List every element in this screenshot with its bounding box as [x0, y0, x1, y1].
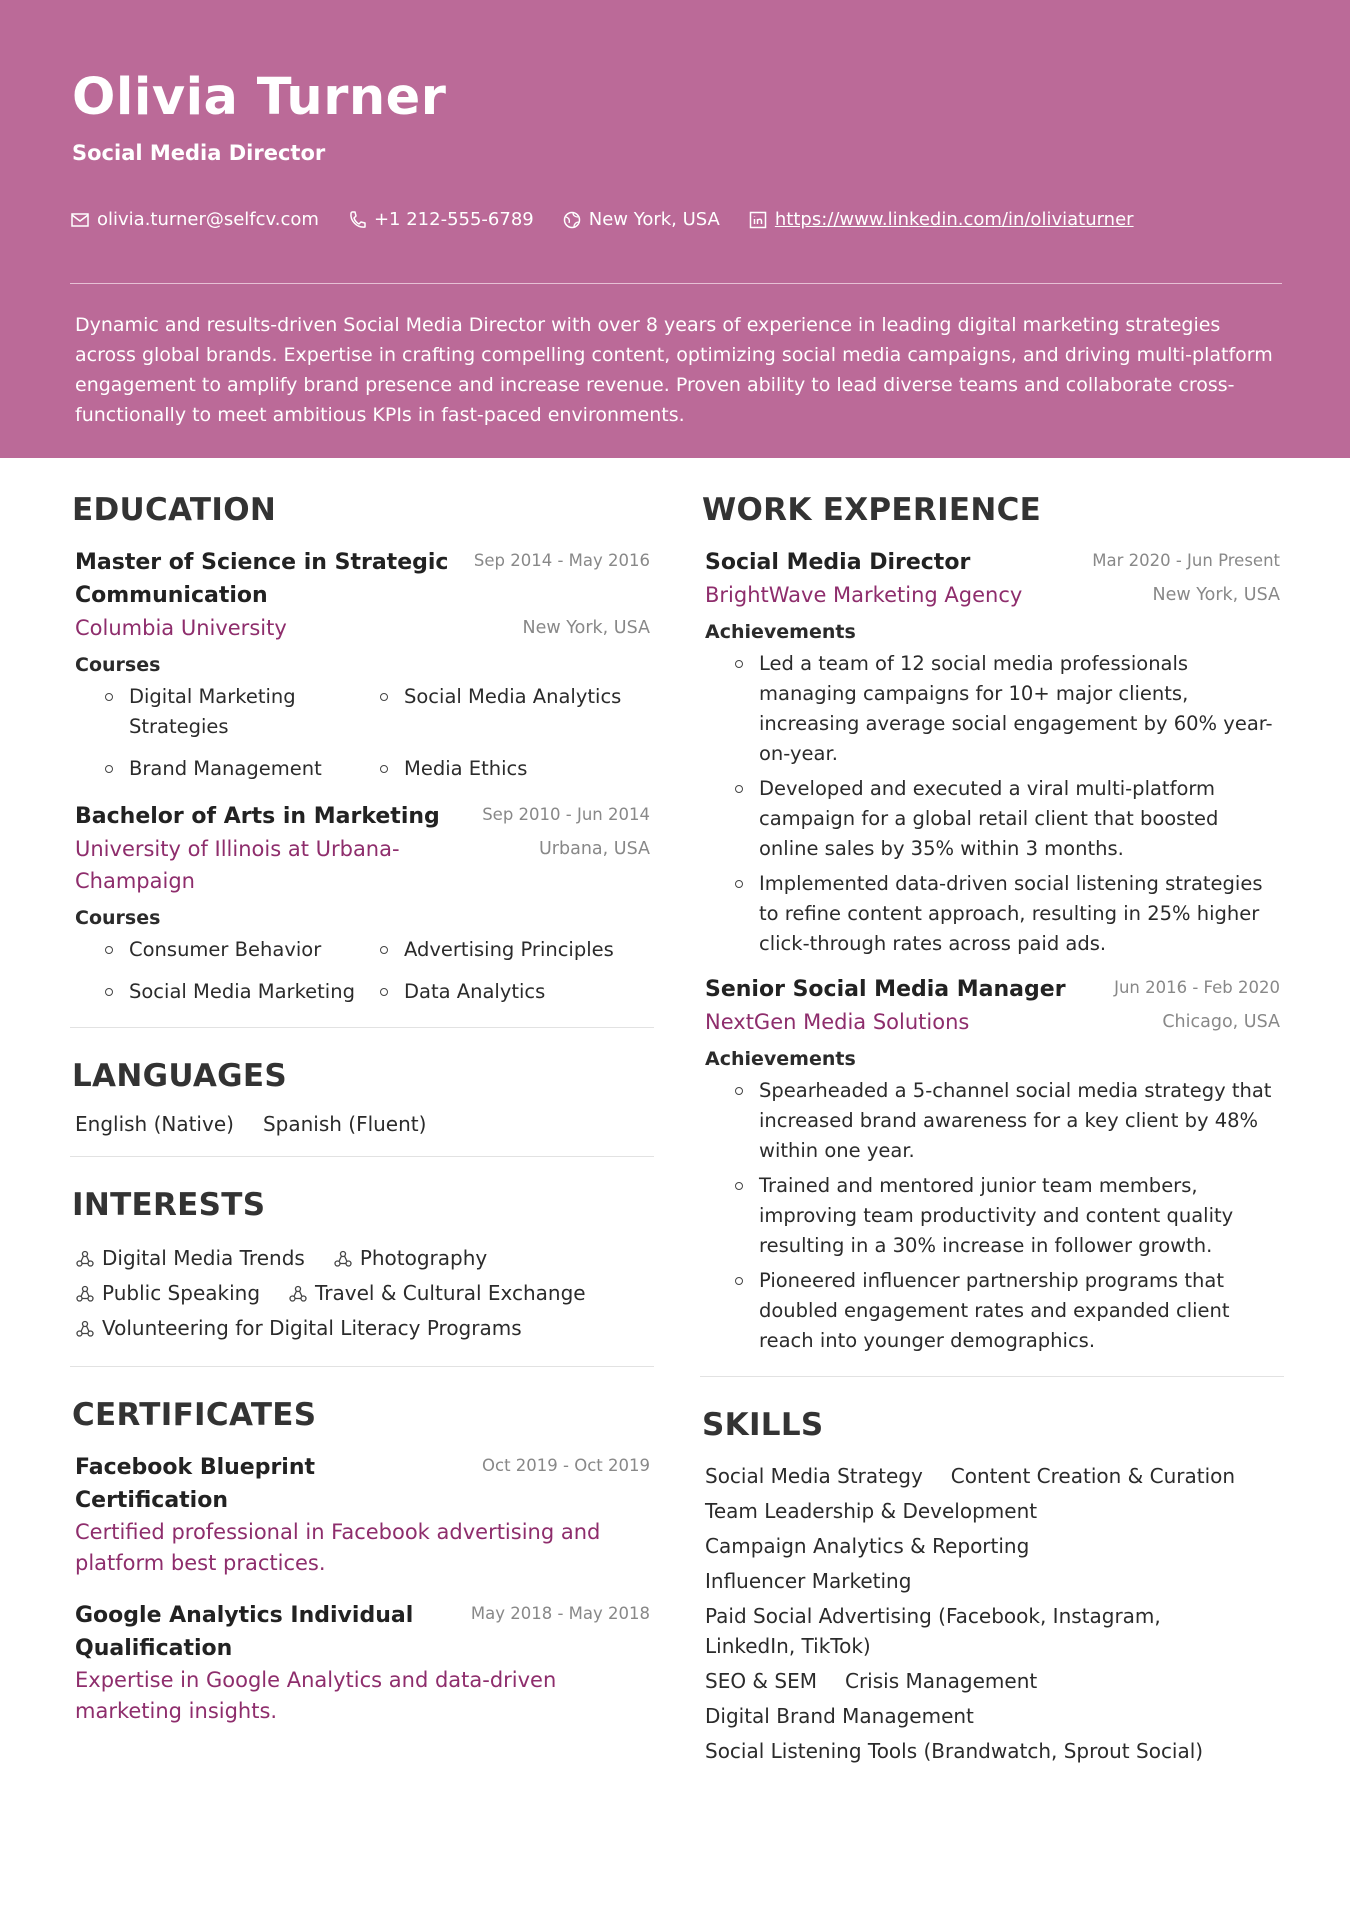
course-item: Advertising Principles [380, 935, 655, 965]
achievement-item: Implemented data-driven social listening strategies to refine content approach, resulting in 25% higher click-through rates across paid ads. [735, 869, 1282, 959]
job-role: Senior Social Media Manager [705, 977, 1066, 1002]
resume-header [0, 0, 1350, 458]
skills-title: SKILLS [702, 1407, 824, 1443]
phone-icon [347, 210, 367, 230]
skill-item: Crisis Management [844, 1669, 1038, 1693]
job-entry [702, 973, 1282, 1356]
email-text: olivia.turner@selfcv.com [97, 209, 319, 230]
job-entry [702, 546, 1282, 959]
candidate-title: Social Media Director [72, 141, 326, 165]
network-icon [288, 1284, 308, 1304]
globe-icon [562, 210, 582, 230]
network-icon [75, 1319, 95, 1339]
interest-label: Photography [359, 1246, 488, 1270]
achievement-item: Trained and mentored junior team members, improving team productivity and content quality resulting in a 30% increase in follower growth. [735, 1171, 1282, 1261]
skill-item: Social Media Strategy [705, 1464, 923, 1488]
section-divider [70, 1366, 654, 1367]
interest-item [75, 1276, 260, 1311]
degree: Master of Science in Strategic Communication [75, 550, 449, 608]
school: Columbia University [75, 616, 287, 640]
achievement-item: Developed and executed a viral multi-platform campaign for a global retail client that boosted online sales by 35% within 3 months. [735, 774, 1282, 864]
certificate-entry [72, 1451, 652, 1579]
phone-text: +1 212-555-6789 [373, 209, 534, 230]
certificate-name: Google Analytics Individual Qualification [75, 1603, 414, 1661]
education-section [72, 492, 652, 1007]
languages-section [72, 1058, 652, 1136]
skill-item: Paid Social Advertising (Facebook, Instagram, LinkedIn, TikTok) [705, 1604, 1161, 1658]
skill-item: Content Creation & Curation [950, 1464, 1236, 1488]
interest-item [75, 1241, 305, 1276]
experience-section [702, 492, 1282, 1356]
certificate-description: Expertise in Google Analytics and data-driven marketing insights. [75, 1668, 557, 1723]
language-item: English (Native) [75, 1112, 234, 1136]
achievement-list [702, 649, 1282, 959]
certificate-entry [72, 1599, 652, 1727]
right-column [702, 492, 1282, 1771]
courses-label: Courses [75, 654, 161, 676]
certificate-description: Certified professional in Facebook advertising and platform best practices. [75, 1520, 601, 1575]
achievements-label: Achievements [705, 1048, 856, 1070]
candidate-name: Olivia Turner [72, 68, 447, 127]
contact-email[interactable] [70, 209, 319, 230]
contact-row [70, 209, 1162, 230]
contact-phone[interactable] [347, 209, 534, 230]
contact-location [562, 209, 720, 230]
contact-linkedin[interactable] [748, 209, 1134, 230]
education-dates: Sep 2010 - Jun 2014 [482, 805, 650, 824]
skill-item: Digital Brand Management [705, 1704, 974, 1728]
skill-item: Social Listening Tools (Brandwatch, Sprout Social) [705, 1739, 1204, 1763]
education-entry [72, 800, 652, 1007]
course-item: Data Analytics [380, 977, 655, 1007]
job-location: Chicago, USA [1162, 1012, 1280, 1032]
network-icon [75, 1284, 95, 1304]
certificates-section [72, 1397, 652, 1727]
course-list [72, 935, 652, 1007]
experience-title: WORK EXPERIENCE [702, 492, 1042, 528]
course-item: Digital Marketing Strategies [105, 682, 380, 742]
interest-item [288, 1276, 586, 1311]
education-title: EDUCATION [72, 492, 277, 528]
linkedin-link[interactable]: https://www.linkedin.com/in/oliviaturner [774, 209, 1134, 230]
course-item: Brand Management [105, 754, 380, 784]
skill-list [702, 1461, 1282, 1771]
school-location: New York, USA [522, 618, 650, 638]
section-divider [70, 1027, 654, 1028]
language-list [72, 1112, 652, 1136]
section-divider [70, 1156, 654, 1157]
degree: Bachelor of Arts in Marketing [75, 804, 440, 829]
certificate-dates: Oct 2019 - Oct 2019 [482, 1456, 650, 1475]
interests-section [72, 1187, 652, 1346]
skill-item: Team Leadership & Development [705, 1499, 1038, 1523]
location-text: New York, USA [588, 209, 720, 230]
languages-title: LANGUAGES [72, 1058, 287, 1094]
certificate-dates: May 2018 - May 2018 [470, 1604, 650, 1623]
achievement-item: Spearheaded a 5-channel social media strategy that increased brand awareness for a key client by 48% within one year. [735, 1076, 1282, 1166]
network-icon [333, 1249, 353, 1269]
certificates-title: CERTIFICATES [72, 1397, 317, 1433]
achievement-item: Pioneered influencer partnership programs that doubled engagement rates and expanded client reach into younger demographics. [735, 1266, 1282, 1356]
interests-title: INTERESTS [72, 1187, 266, 1223]
school-location: Urbana, USA [539, 839, 650, 859]
interest-item [333, 1241, 487, 1276]
interest-label: Travel & Cultural Exchange [315, 1281, 586, 1305]
course-item: Media Ethics [380, 754, 655, 784]
skill-item: Campaign Analytics & Reporting [705, 1534, 1030, 1558]
job-location: New York, USA [1152, 585, 1280, 605]
achievement-item: Led a team of 12 social media professionals managing campaigns for 10+ major clients, increasing average social engagement by 60% year-on-year. [735, 649, 1282, 769]
company: BrightWave Marketing Agency [705, 583, 1023, 607]
course-item: Consumer Behavior [105, 935, 380, 965]
course-list [72, 682, 652, 784]
course-item: Social Media Marketing [105, 977, 380, 1007]
job-dates: Jun 2016 - Feb 2020 [1114, 978, 1280, 997]
interest-label: Digital Media Trends [102, 1246, 305, 1270]
school: University of Illinois at Urbana-Champaign [75, 837, 400, 893]
education-dates: Sep 2014 - May 2016 [473, 551, 650, 570]
left-column [72, 492, 652, 1747]
language-item: Spanish (Fluent) [262, 1112, 427, 1136]
job-role: Social Media Director [705, 550, 971, 575]
skill-item: Influencer Marketing [705, 1569, 912, 1593]
interest-label: Volunteering for Digital Literacy Programs [102, 1316, 522, 1340]
skills-section [702, 1407, 1282, 1771]
skill-item: SEO & SEM [705, 1669, 817, 1693]
achievements-label: Achievements [705, 621, 856, 643]
company: NextGen Media Solutions [705, 1010, 970, 1034]
interest-list [72, 1241, 632, 1346]
interest-item [75, 1311, 522, 1346]
profile-summary: Dynamic and results-driven Social Media Director with over 8 years of experience in leading digital marketing strategies across global brands. Expertise in crafting compelling content, optimizing social media campaigns, and driving multi-platform engagement to amplify brand presence and increase revenue. Proven ability to lead diverse teams and collaborate cross-functionally to meet ambitious KPIs in fast-paced environments. [75, 314, 1273, 426]
section-divider [700, 1376, 1284, 1377]
interest-label: Public Speaking [102, 1281, 261, 1305]
envelope-icon [70, 210, 90, 230]
education-entry [72, 546, 652, 784]
courses-label: Courses [75, 907, 161, 929]
certificate-name: Facebook Blueprint Certification [75, 1455, 316, 1513]
linkedin-icon [748, 210, 768, 230]
header-divider [70, 283, 1282, 284]
achievement-list [702, 1076, 1282, 1356]
course-item: Social Media Analytics [380, 682, 655, 742]
job-dates: Mar 2020 - Jun Present [1092, 551, 1280, 570]
network-icon [75, 1249, 95, 1269]
